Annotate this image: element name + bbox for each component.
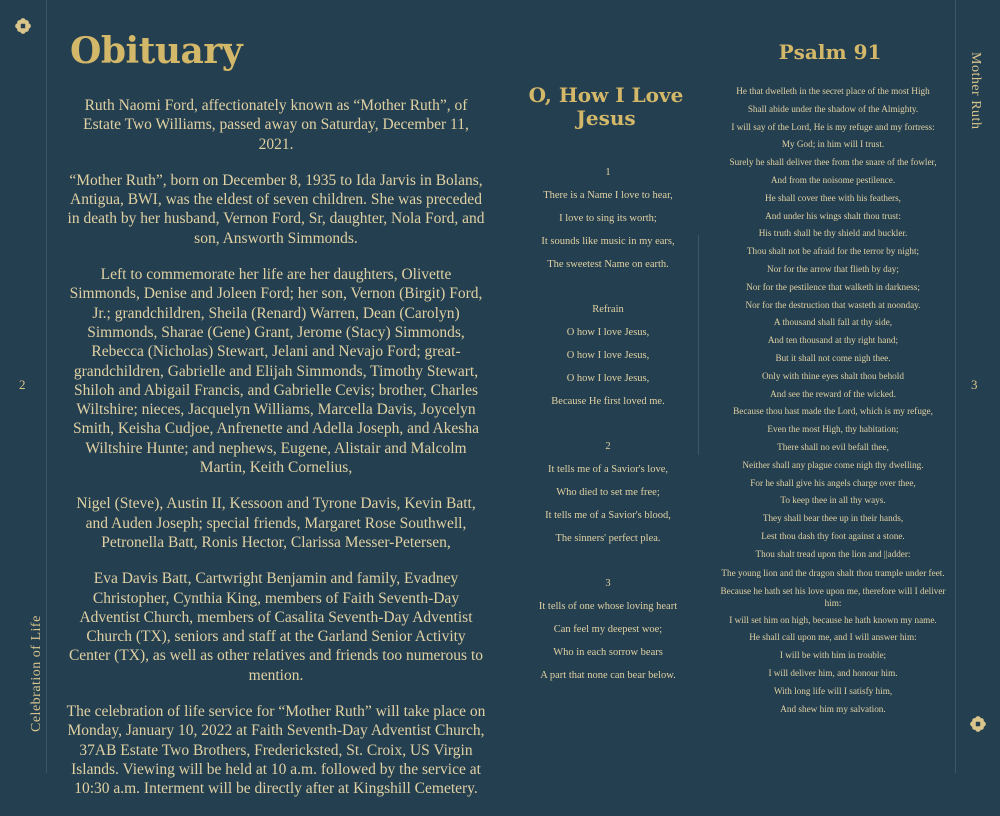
psalm-text bbox=[712, 83, 954, 718]
psalm-line: Thou shalt tread upon the lion and ||adder: bbox=[755, 548, 911, 559]
psalm-line: Surely he shall deliver thee from the snare of the fowler, bbox=[729, 157, 937, 168]
psalm-line: He shall call upon me, and I will answer him: bbox=[749, 632, 917, 643]
obituary-paragraph: Eva Davis Batt, Cartwright Benjamin and family, Evadney Christopher, Cynthia King, members of Faith Seventh-Day Adventist Church, members of Casalita Seventh-Day Adventist Church (TX), seniors and staff at the Garland Senior Activity Center (TX), as well as other relatives and friends too numerous to mention. bbox=[68, 570, 484, 684]
psalm-line: He shall cover thee with his feathers, bbox=[765, 192, 901, 203]
right-margin-rule bbox=[955, 0, 956, 773]
hymn-line: The sinners' perfect plea. bbox=[555, 533, 661, 544]
psalm-line: And shew him my salvation. bbox=[780, 703, 886, 714]
psalm-line: With long life will I satisfy him, bbox=[773, 685, 893, 696]
psalm-line: And see the reward of the wicked. bbox=[770, 388, 896, 399]
hymn-line: Who died to set me free; bbox=[556, 487, 660, 498]
hymn-line: There is a Name I love to hear, bbox=[543, 190, 673, 201]
obituary-body bbox=[66, 96, 486, 816]
flower-icon bbox=[969, 715, 987, 733]
psalm-line: Shall abide under the shadow of the Almighty. bbox=[747, 103, 919, 114]
psalm-line: I will say of the Lord, He is my refuge and my fortress: bbox=[731, 121, 935, 132]
side-label-right: Mother Ruth bbox=[968, 52, 983, 130]
psalm-line: There shall no evil befall thee, bbox=[777, 441, 889, 452]
psalm-line: They shall bear thee up in their hands, bbox=[762, 513, 904, 524]
obituary-paragraph: Ruth Naomi Ford, affectionately known as “Mother Ruth”, of Estate Two Williams, passed away on Saturday, December 11, 2021. bbox=[83, 97, 469, 153]
hymn-line: It tells me of a Savior's love, bbox=[548, 464, 668, 475]
hymn-line: O how I love Jesus, bbox=[566, 373, 650, 384]
psalm-line: Even the most High, thy habitation; bbox=[767, 424, 899, 435]
hymn-line: It sounds like music in my ears, bbox=[541, 236, 675, 247]
hymn-line: It tells of one whose loving heart bbox=[538, 601, 678, 612]
stanza-heading: 3 bbox=[605, 578, 611, 589]
obituary-title: Obituary bbox=[70, 30, 243, 72]
page-number-left: 2 bbox=[19, 377, 26, 392]
stanza-heading: Refrain bbox=[592, 304, 624, 315]
hymn-line: It tells me of a Savior's blood, bbox=[545, 510, 671, 521]
hymn-line: Can feel my deepest woe; bbox=[553, 624, 663, 635]
psalm-line: I will be with him in trouble; bbox=[779, 650, 887, 661]
psalm-line: Only with thine eyes shalt thou behold bbox=[762, 370, 904, 381]
stanza-heading: 1 bbox=[605, 167, 611, 178]
psalm-line: I will set him on high, because he hath known my name. bbox=[729, 614, 937, 625]
psalm-line: He that dwelleth in the secret place of the most High bbox=[736, 86, 930, 96]
psalm-line: My God; in him will I trust. bbox=[781, 139, 885, 150]
psalm-line: But it shall not come nigh thee. bbox=[775, 352, 891, 363]
psalm-line: And ten thousand at thy right hand; bbox=[767, 335, 899, 346]
psalm-line: To keep thee in all thy ways. bbox=[780, 495, 886, 506]
hymn-line: Who in each sorrow bears bbox=[553, 647, 663, 658]
left-margin-rule bbox=[46, 0, 47, 773]
hymn-text bbox=[520, 161, 696, 709]
obituary-paragraph: “Mother Ruth”, born on December 8, 1935 to Ida Jarvis in Bolans, Antigua, BWI, was the eldest of seven children. She was preceded in death by her husband, Vernon Ford, Sr, daughter, Nola Ford, and son, Answorth Simmonds. bbox=[67, 171, 485, 247]
obituary-paragraph: Left to commemorate her life are her daughters, Olivette Simmonds, Denise and Joleen Ford; her son, Vernon (Birgit) Ford, Jr.; grandchildren, Sheila (Renard) Warren, Dean (Carolyn) Simmonds, Sharae (Gene) Grant, Jerome (Stacy) Simmonds, Rebecca (Nicholas) Stewart, Jelani and Nevajo Ford; great-grandchildren, Gabrielle and Elijah Simmonds, Timothy Stewart, Shiloh and Abigail Francis, and Gabrielle Cevis; brother, Charles Wiltshire; nieces, Jacquelyn Williams, Marcella Davis, Joycelyn Smith, Keisha Cudjoe, Anfrenette and Adella Joseph, and Akesha Wiltshire Hunte; and nephews, Eugene, Alistair and Malcolm Martin, Keith Cornelius, bbox=[69, 266, 483, 477]
psalm-line: And from the noisome pestilence. bbox=[770, 174, 896, 185]
side-label-left: Celebration of Life bbox=[29, 615, 44, 732]
obituary-paragraph: Nigel (Steve), Austin II, Kessoon and Tyrone Davis, Kevin Batt, and Auden Joseph; special friends, Margaret Rose Southwell, Petronella Batt, Ronis Hector, Clarissa Messer-Petersen, bbox=[76, 495, 476, 551]
flower-icon bbox=[14, 17, 32, 35]
psalm-title: Psalm 91 bbox=[778, 40, 882, 64]
psalm-line: Lest thou dash thy foot against a stone. bbox=[761, 530, 905, 541]
column-divider bbox=[698, 235, 699, 455]
hymn-line: The sweetest Name on earth. bbox=[547, 259, 669, 270]
hymn-stanza bbox=[520, 298, 696, 413]
psalm-line: And under his wings shalt thou trust: bbox=[765, 210, 901, 221]
psalm-line: Because thou hast made the Lord, which is my refuge, bbox=[733, 406, 933, 417]
psalm-line: The young lion and the dragon shalt thou trample under feet. bbox=[721, 567, 945, 578]
hymn-line: A part that none can bear below. bbox=[540, 670, 676, 681]
psalm-line: Neither shall any plague come nigh thy dwelling. bbox=[742, 459, 924, 470]
psalm-line: For he shall give his angels charge over thee, bbox=[750, 477, 916, 488]
psalm-line: A thousand shall fall at thy side, bbox=[773, 317, 893, 328]
hymn-stanza bbox=[520, 572, 696, 687]
obituary-paragraph: The celebration of life service for “Mother Ruth” will take place on Monday, January 10, 2022 at Faith Seventh-Day Adventist Church, 37AB Estate Two Brothers, Fredericksted, St. Croix, US Virgin Islands. Viewing will be held at 10 a.m. followed by the service at 10:30 a.m. Interment will be directly after at Kingshill Cemetery. bbox=[66, 703, 486, 798]
psalm-line: Because he hath set his love upon me, therefore will I deliver him: bbox=[720, 585, 946, 608]
psalm-line: His truth shall be thy shield and buckler. bbox=[758, 228, 908, 239]
hymn-line: O how I love Jesus, bbox=[566, 327, 650, 338]
psalm-line: Nor for the arrow that flieth by day; bbox=[767, 263, 899, 274]
psalm-line: Nor for the pestilence that walketh in darkness; bbox=[746, 281, 920, 292]
psalm-line: Nor for the destruction that wasteth at noonday. bbox=[745, 299, 921, 310]
hymn-line: I love to sing its worth; bbox=[559, 213, 657, 224]
hymn-line: O how I love Jesus, bbox=[566, 350, 650, 361]
hymn-stanza bbox=[520, 161, 696, 276]
stanza-heading: 2 bbox=[605, 441, 611, 452]
psalm-line: I will deliver him, and honour him. bbox=[768, 667, 898, 678]
page-number-right: 3 bbox=[971, 377, 978, 392]
hymn-stanza bbox=[520, 435, 696, 550]
psalm-line: Thou shalt not be afraid for the terror by night; bbox=[746, 246, 920, 257]
hymn-line: Because He first loved me. bbox=[551, 396, 665, 407]
hymn-title: O, How I Love Jesus bbox=[528, 83, 684, 130]
